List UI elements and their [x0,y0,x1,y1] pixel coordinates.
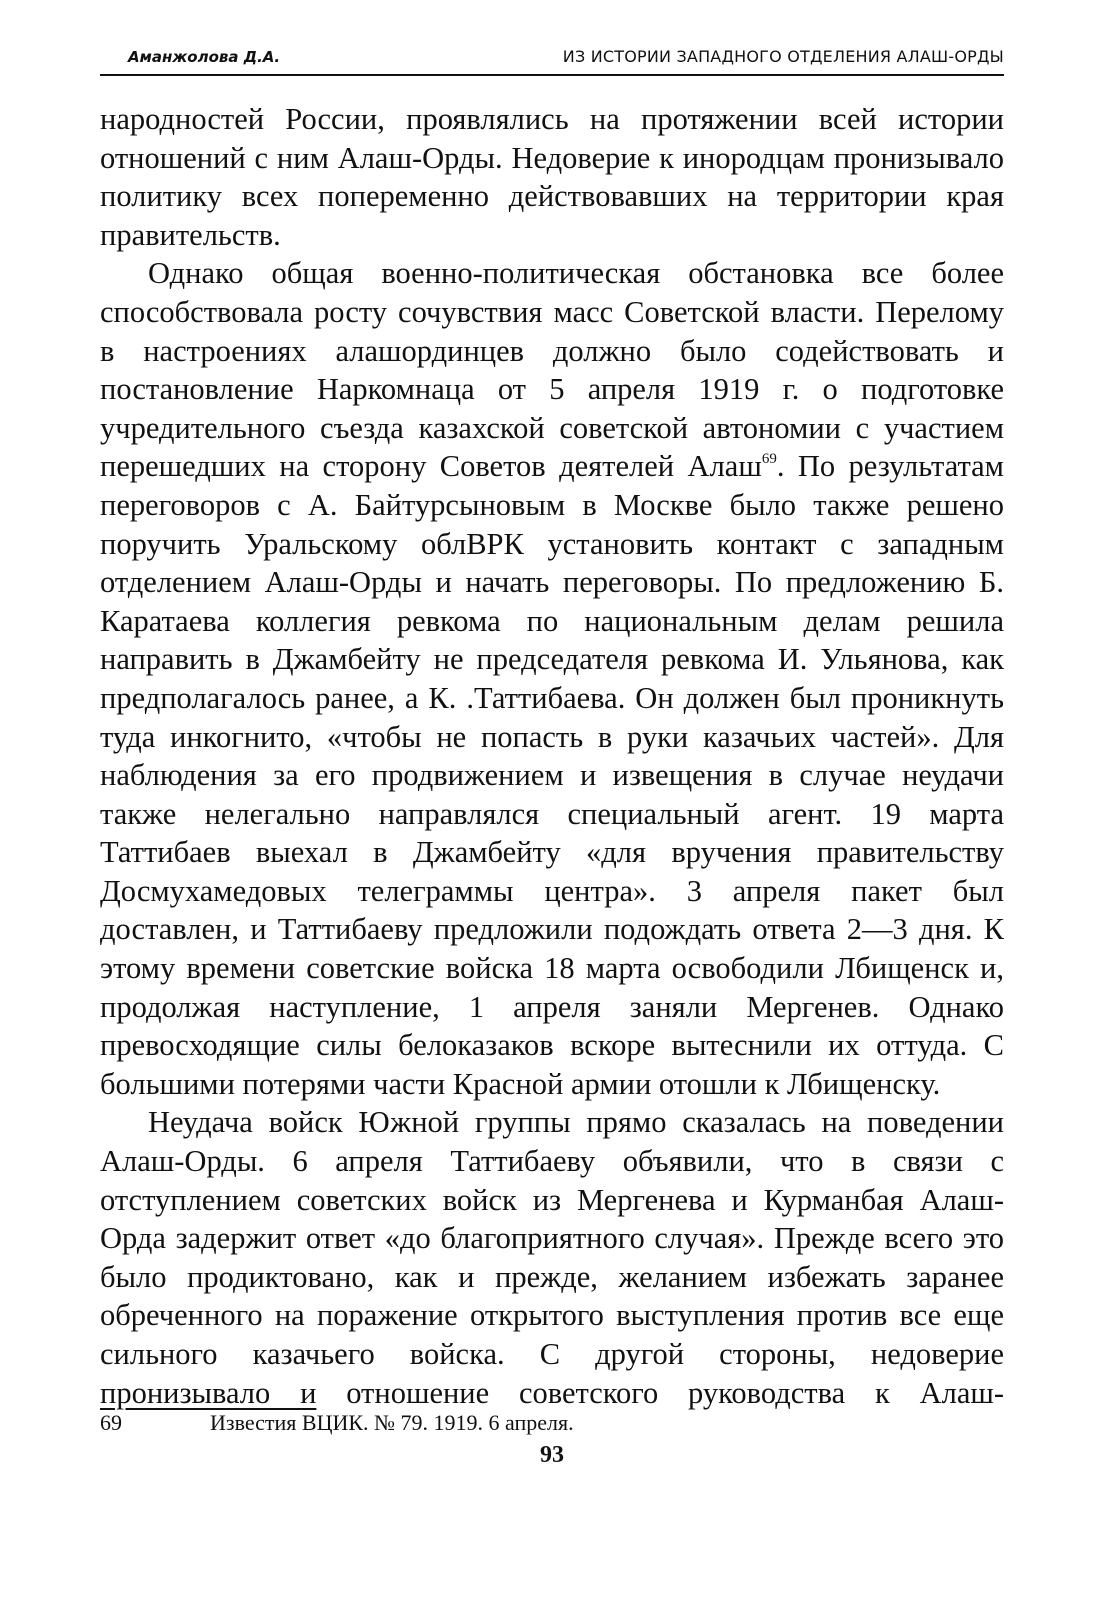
paragraph-2 [100,254,1004,1103]
book-page [100,40,1004,1560]
header-title: ИЗ ИСТОРИИ ЗАПАДНОГО ОТДЕЛЕНИЯ АЛАШ-ОРДЫ [562,47,1004,66]
main-text [100,100,1004,1412]
paragraph-1: народностей России, проявлялись на протяжении всей истории отношений с ним Алаш-Орды. Недоверие к инородцам пронизывало политику всех попеременно действовавших на территории края правительств. [100,102,1004,252]
footnote-reference: 69 [761,451,777,468]
paragraph-3-end: отношение советского руководства к Алаш- [316,1375,1004,1410]
paragraph-2-text-b: . По результатам переговоров с А. Байтурсыновым в Москве было также решено поручить Уральскому облВРК установить контакт с западным отделением Алаш-Орды и начать переговоры. По предложению Б. Каратаева коллегия ревкома по национальным делам решила направить в Джамбейту не председателя ревкома И. Ульянова, как предполагалось ранее, а К. .Таттибаева. Он должен был проникнуть туда инкогнито, «чтобы не попасть в руки казачьих частей». Для наблюдения за его продвижением и извещения в случае неудачи также нелегально направлялся специальный агент. 19 марта Таттибаев выехал в Джамбейту «для вручения правительству Досмухамедовых телеграммы центра». 3 апреля пакет был доставлен, и Таттибаеву предложили подождать ответа 2—3 дня. К этому времени советские войска 18 марта освободили Лбищенск и, продолжая наступление, 1 апреля заняли Мергенев. Однако превосходящие силы белоказаков вскоре вытеснили их оттуда. С большими потерями части Красной армии отошли к Лбищенску. [100,449,1004,1101]
footnote-text: Известия ВЦИК. № 79. 1919. 6 апреля. [210,1410,574,1435]
running-header [100,40,1004,76]
paragraph-3 [100,1103,1004,1412]
paragraph-3-text: Неудача войск Южной группы прямо сказалась на поведении Алаш-Орды. 6 апреля Таттибаеву объявили, что в связи с отступлением советских войск из Мергенева и Курманбая Алаш-Орда задержит ответ «до благоприятного случая». Прежде всего это было продиктовано, как и прежде, желанием избежать заранее обреченного на поражение открытого выступления против все еще сильного казачьего войска. С другой стороны, недоверие [100,1105,1004,1371]
footnote [100,1408,1004,1438]
footnote-number: 69 [100,1410,122,1435]
underlined-text: пронизывало и [100,1375,317,1410]
header-author: Аманжолова Д.А. [128,48,281,66]
paragraph-2-text-a: Однако общая военно-политическая обстановка все более способствовала росту сочувствия масс Советской власти. Перелому в настроениях алашординцев должно было содействовать и постановление Наркомнаца от 5 апреля 1919 г. о подготовке учредительного съезда казахской советской автономии с участием перешедших на сторону Советов деятелей Алаш [100,256,1004,484]
page-number: 93 [540,1442,564,1468]
